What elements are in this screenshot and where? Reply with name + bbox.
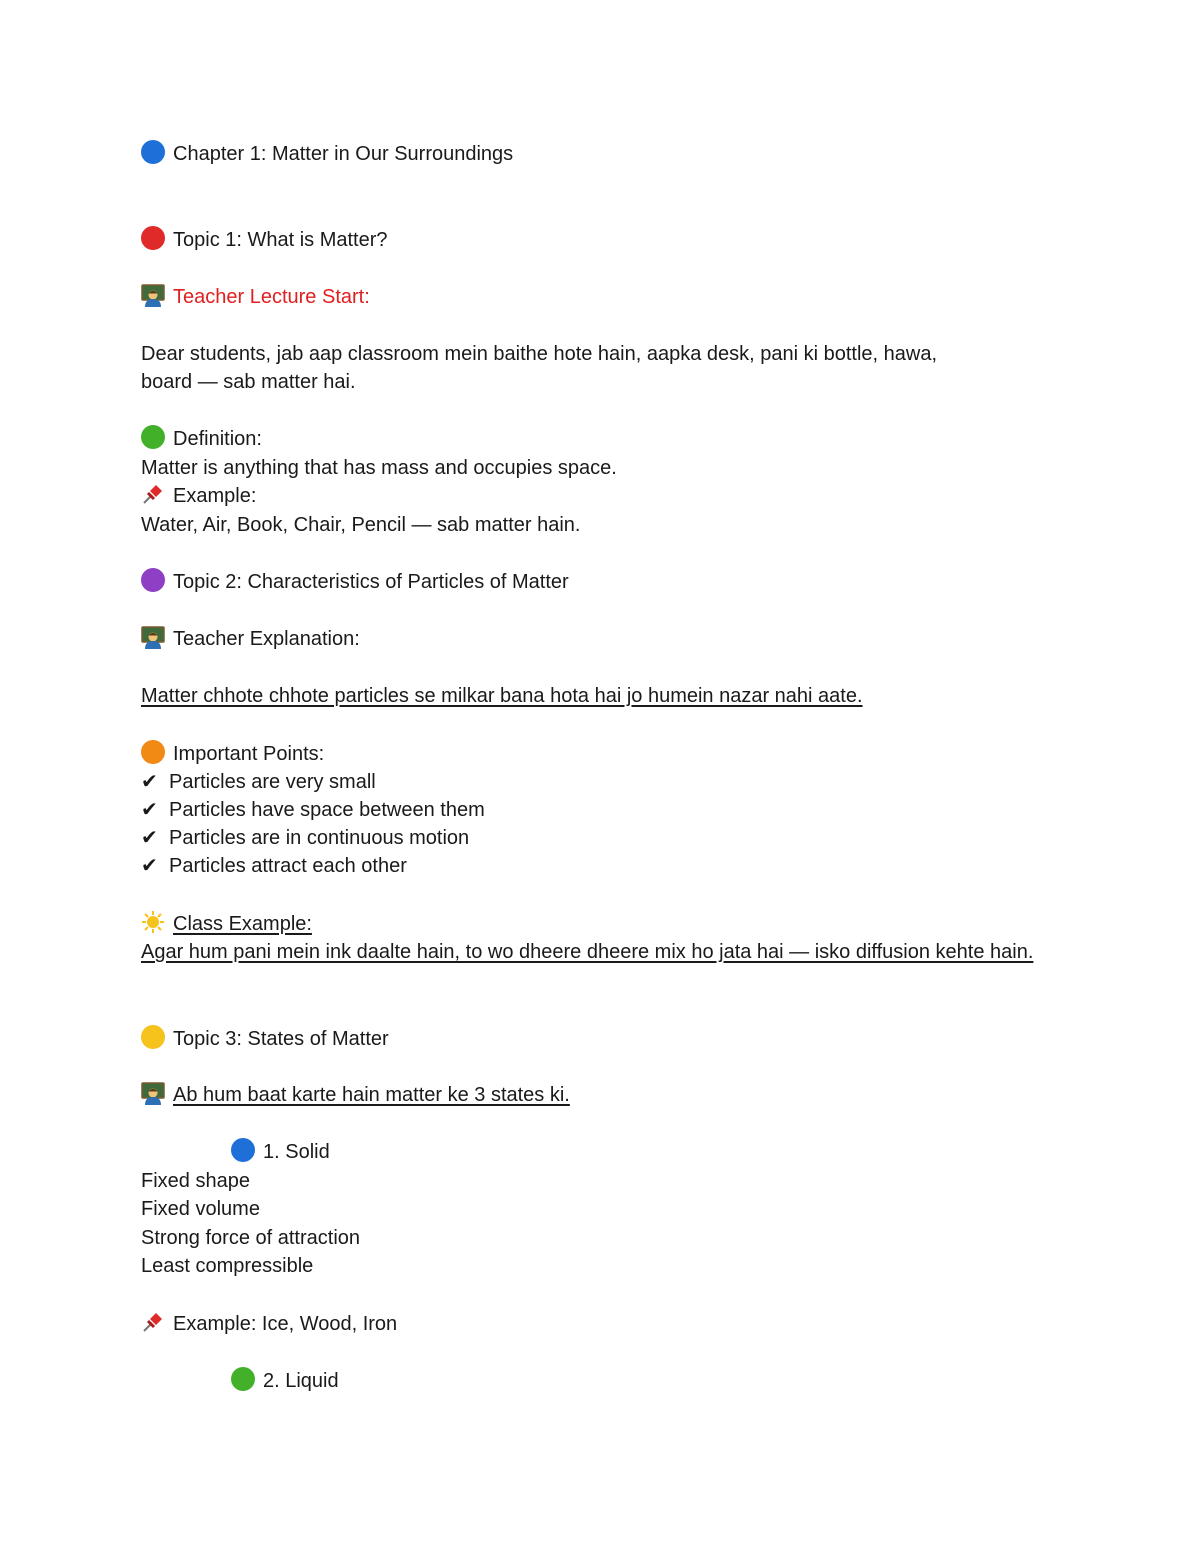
- example-text: Water, Air, Book, Chair, Pencil — sab matter hain.: [141, 514, 581, 536]
- pushpin-icon: [141, 1310, 165, 1334]
- states-intro-text: Ab hum baat karte hain matter ke 3 states ki.: [173, 1084, 570, 1106]
- red-circle-icon: [141, 226, 165, 250]
- class-example-label: [141, 910, 312, 938]
- topic3-title: Topic 3: States of Matter: [173, 1028, 389, 1050]
- topic1-heading: [141, 226, 388, 254]
- purple-circle-icon: [141, 568, 165, 592]
- blue-circle-icon: [231, 1138, 255, 1162]
- yellow-circle-icon: [141, 1025, 165, 1049]
- green-circle-icon: [141, 425, 165, 449]
- points-label-text: Important Points:: [173, 743, 325, 765]
- green-circle-icon: [231, 1367, 255, 1391]
- states-intro: [141, 1081, 570, 1109]
- definition-text: Matter is anything that has mass and occupies space.: [141, 457, 617, 479]
- solid-prop: Fixed shape: [141, 1170, 250, 1192]
- solid-prop: Least compressible: [141, 1255, 314, 1277]
- class-example-label-text: Class Example:: [173, 913, 312, 935]
- important-points-label: [141, 740, 324, 768]
- check-icon: ✔: [141, 799, 158, 821]
- explanation-label-text: Teacher Explanation:: [173, 628, 360, 650]
- solid-example: [141, 1310, 397, 1338]
- liquid-title: 2. Liquid: [263, 1370, 339, 1392]
- topic3-heading: [141, 1025, 389, 1053]
- teacher-lecture-label: [141, 283, 370, 311]
- list-item: ✔ Particles are in continuous motion: [141, 824, 469, 852]
- check-icon: ✔: [141, 827, 158, 849]
- teacher-icon: [141, 1081, 165, 1105]
- topic2-heading: [141, 568, 569, 596]
- intro-line-2: board — sab matter hai.: [141, 371, 356, 393]
- check-icon: ✔: [141, 855, 158, 877]
- list-item: ✔ Particles attract each other: [141, 852, 407, 880]
- example-label: [141, 482, 256, 510]
- definition-label-text: Definition:: [173, 428, 262, 450]
- topic1-title: Topic 1: What is Matter?: [173, 229, 388, 251]
- intro-line-1: Dear students, jab aap classroom mein baithe hote hain, aapka desk, pani ki bottle, hawa,: [141, 343, 938, 365]
- teacher-explanation-label: [141, 625, 360, 653]
- list-item: ✔ Particles have space between them: [141, 796, 485, 824]
- check-icon: ✔: [141, 771, 158, 793]
- class-example-text: Agar hum pani mein ink daalte hain, to wo dheere dheere mix ho jata hai — isko diffusion kehte hain.: [141, 941, 1034, 963]
- chapter-title: Chapter 1: Matter in Our Surroundings: [173, 143, 514, 165]
- star-icon: [141, 910, 165, 934]
- teacher-icon: [141, 283, 165, 307]
- orange-circle-icon: [141, 740, 165, 764]
- solid-title: 1. Solid: [263, 1141, 330, 1163]
- blue-circle-icon: [141, 140, 165, 164]
- pushpin-icon: [141, 482, 165, 506]
- solid-example-text: Example: Ice, Wood, Iron: [173, 1313, 398, 1335]
- teacher-icon: [141, 625, 165, 649]
- liquid-heading: [231, 1367, 339, 1395]
- solid-prop: Strong force of attraction: [141, 1227, 361, 1249]
- list-item: ✔ Particles are very small: [141, 768, 376, 796]
- definition-label: [141, 425, 262, 453]
- example-label-text: Example:: [173, 485, 257, 507]
- topic2-title: Topic 2: Characteristics of Particles of Matter: [173, 571, 569, 593]
- solid-prop: Fixed volume: [141, 1198, 260, 1220]
- solid-heading: [231, 1138, 330, 1166]
- lecture-label-text: Teacher Lecture Start:: [173, 286, 370, 308]
- chapter-heading: [141, 140, 513, 168]
- explanation-text: Matter chhote chhote particles se milkar bana hota hai jo humein nazar nahi aate.: [141, 685, 863, 707]
